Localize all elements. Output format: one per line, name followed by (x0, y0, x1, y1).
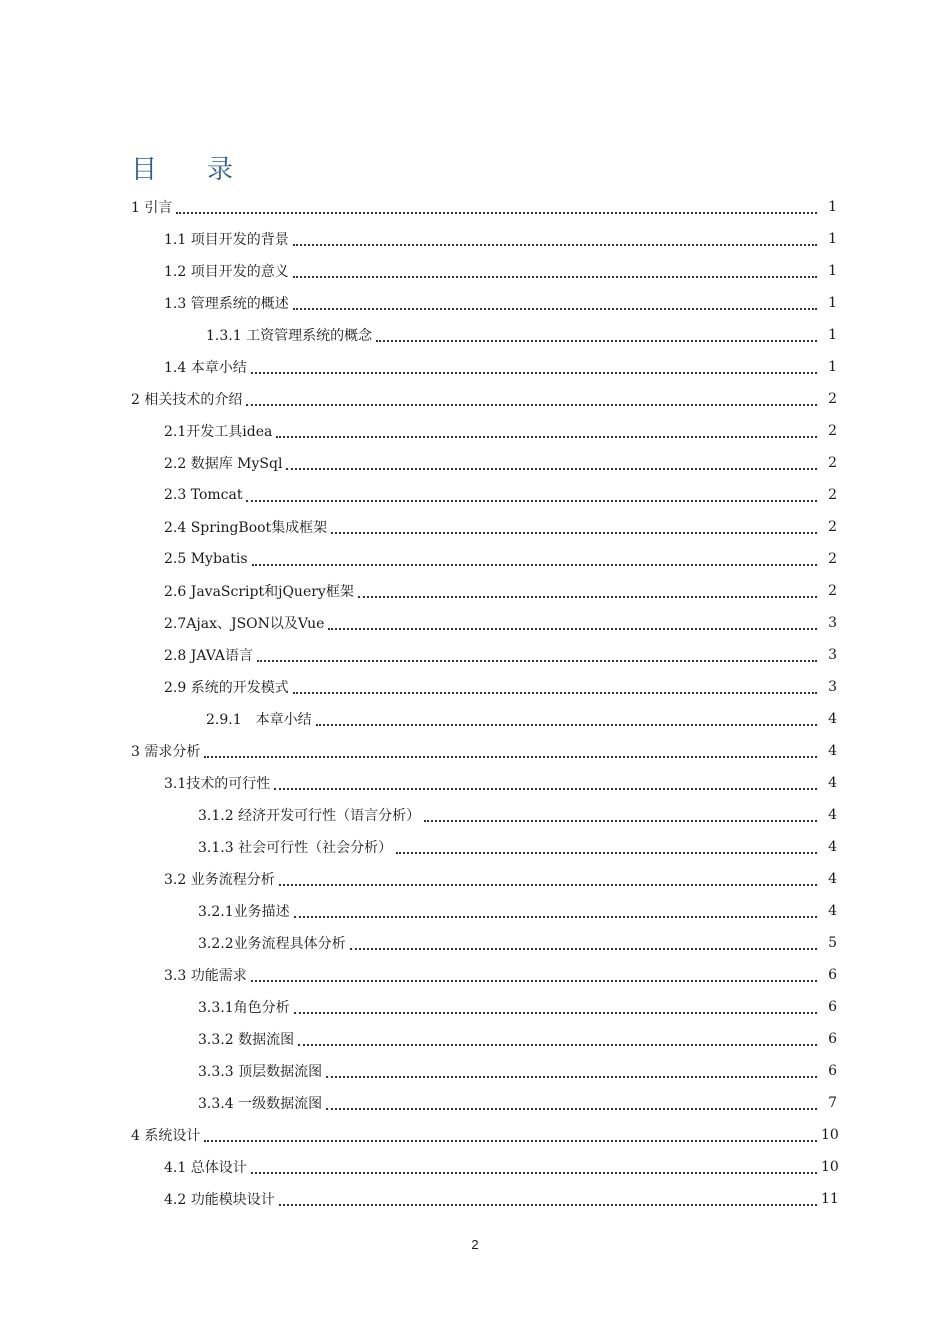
toc-entry-page: 6 (828, 1063, 837, 1079)
toc-entry-3-1[interactable] (0, 767, 950, 799)
toc-entry-page: 2 (828, 391, 837, 407)
toc-entry-1-4[interactable] (0, 351, 950, 383)
toc-entry-2-2[interactable] (0, 447, 950, 479)
dot-leader (376, 326, 817, 342)
toc-entry-label: 1.3 管理系统的概述 (164, 293, 291, 313)
toc-entry-2-9-1[interactable] (0, 703, 950, 735)
dot-leader (350, 934, 817, 950)
dot-leader (204, 742, 817, 758)
toc-entry-label: 3.3.2 数据流图 (198, 1029, 296, 1049)
toc-entry-page: 3 (828, 679, 837, 695)
toc-entry-label: 4 系统设计 (131, 1125, 202, 1145)
toc-entry-page: 2 (828, 423, 837, 439)
toc-entry-label: 3.2.2业务流程具体分析 (198, 933, 348, 953)
toc-entry-page: 4 (828, 711, 837, 727)
toc-entry-3-2[interactable] (0, 863, 950, 895)
toc-entry-page: 10 (821, 1159, 839, 1175)
dot-leader (286, 454, 817, 470)
toc-entry-label: 2.4 SpringBoot集成框架 (164, 517, 329, 537)
dot-leader (176, 198, 817, 214)
toc-entry-page: 1 (828, 359, 837, 375)
toc-entry-3-3-4[interactable] (0, 1087, 950, 1119)
toc-entry-label: 3.1技术的可行性 (164, 773, 272, 793)
dot-leader (316, 710, 817, 726)
toc-entry-page: 2 (828, 455, 837, 471)
toc-entry-label: 3.3.3 顶层数据流图 (198, 1061, 324, 1081)
toc-entry-label: 3 需求分析 (131, 741, 202, 761)
dot-leader (358, 582, 817, 598)
toc-entry-page: 4 (828, 807, 837, 823)
toc-entry-label: 2.6 JavaScript和jQuery框架 (164, 581, 356, 601)
dot-leader (328, 614, 817, 630)
toc-entry-1[interactable] (0, 191, 950, 223)
toc-entry-page: 4 (828, 871, 837, 887)
dot-leader (293, 262, 817, 278)
toc-entry-3-2-2[interactable] (0, 927, 950, 959)
toc-entry-2-4[interactable] (0, 511, 950, 543)
toc-entry-page: 4 (828, 839, 837, 855)
toc-entry-3[interactable] (0, 735, 950, 767)
toc-entry-2-5[interactable] (0, 543, 950, 575)
toc-entry-3-3-2[interactable] (0, 1023, 950, 1055)
dot-leader (246, 390, 817, 406)
toc-entry-label: 2.1开发工具idea (164, 421, 274, 441)
toc-entry-page: 7 (828, 1095, 837, 1111)
toc-entry-1-2[interactable] (0, 255, 950, 287)
dot-leader (251, 966, 817, 982)
toc-entry-page: 11 (821, 1191, 839, 1207)
toc-entry-1-1[interactable] (0, 223, 950, 255)
dot-leader (257, 646, 817, 662)
dot-leader (326, 1062, 817, 1078)
toc-entry-1-3-1[interactable] (0, 319, 950, 351)
dot-leader (276, 422, 817, 438)
toc-entry-label: 1.2 项目开发的意义 (164, 261, 291, 281)
toc-entry-page: 1 (828, 327, 837, 343)
toc-entry-page: 4 (828, 903, 837, 919)
toc-entry-2-3[interactable] (0, 479, 950, 511)
toc-entry-2-8[interactable] (0, 639, 950, 671)
toc-entry-label: 1.1 项目开发的背景 (164, 229, 291, 249)
dot-leader (246, 486, 817, 502)
toc-entry-label: 4.1 总体设计 (164, 1157, 249, 1177)
toc-entry-label: 2.9.1 本章小结 (206, 709, 314, 729)
toc-entry-label: 4.2 功能模块设计 (164, 1189, 277, 1209)
toc-entry-label: 3.1.3 社会可行性（社会分析） (198, 837, 394, 857)
toc-entry-3-3-1[interactable] (0, 991, 950, 1023)
dot-leader (279, 1190, 817, 1206)
page-number: 2 (471, 1237, 479, 1252)
toc-entry-page: 4 (828, 743, 837, 759)
toc-entry-4[interactable] (0, 1119, 950, 1151)
dot-leader (293, 294, 817, 310)
toc-entry-page: 6 (828, 1031, 837, 1047)
toc-entry-label: 2.5 Mybatis (164, 551, 248, 567)
toc-entry-label: 2.3 Tomcat (164, 487, 243, 503)
toc-entry-4-1[interactable] (0, 1151, 950, 1183)
toc-entry-3-1-2[interactable] (0, 799, 950, 831)
dot-leader (396, 838, 817, 854)
toc-entry-page: 3 (828, 615, 837, 631)
dot-leader (279, 870, 817, 886)
toc-entry-page: 1 (828, 231, 837, 247)
toc-entry-page: 4 (828, 775, 837, 791)
toc-entry-page: 1 (828, 295, 837, 311)
toc-entry-4-2[interactable] (0, 1183, 950, 1215)
toc-entry-2-6[interactable] (0, 575, 950, 607)
toc-entry-label: 3.1.2 经济开发可行性（语言分析） (198, 805, 422, 825)
toc-entry-2-1[interactable] (0, 415, 950, 447)
toc-entry-page: 5 (828, 935, 837, 951)
dot-leader (293, 678, 817, 694)
dot-leader (251, 1158, 817, 1174)
toc-entry-page: 2 (828, 551, 837, 567)
dot-leader (251, 358, 817, 374)
toc-entry-label: 3.3 功能需求 (164, 965, 249, 985)
toc-entry-page: 6 (828, 967, 837, 983)
toc-entry-3-1-3[interactable] (0, 831, 950, 863)
toc-entry-page: 6 (828, 999, 837, 1015)
toc-entry-label: 3.2 业务流程分析 (164, 869, 277, 889)
toc-entry-3-3[interactable] (0, 959, 950, 991)
toc-entry-label: 2.9 系统的开发模式 (164, 677, 291, 697)
toc-entry-label: 2.2 数据库 MySql (164, 453, 284, 473)
toc-entry-page: 2 (828, 583, 837, 599)
dot-leader (294, 902, 817, 918)
dot-leader (274, 774, 817, 790)
toc-entry-label: 3.3.1角色分析 (198, 997, 292, 1017)
toc-entry-page: 10 (821, 1127, 839, 1143)
toc-entry-1-3[interactable] (0, 287, 950, 319)
toc-list (0, 191, 950, 1215)
dot-leader (293, 230, 817, 246)
toc-entry-2-9[interactable] (0, 671, 950, 703)
dot-leader (331, 518, 817, 534)
toc-entry-page: 2 (828, 519, 837, 535)
dot-leader (294, 998, 817, 1014)
toc-entry-label: 3.3.4 一级数据流图 (198, 1093, 324, 1113)
toc-entry-3-3-3[interactable] (0, 1055, 950, 1087)
toc-entry-label: 2 相关技术的介绍 (131, 389, 244, 409)
toc-entry-label: 2.7Ajax、JSON以及Vue (164, 613, 326, 633)
toc-entry-label: 2.8 JAVA语言 (164, 645, 255, 665)
toc-entry-2-7[interactable] (0, 607, 950, 639)
toc-entry-label: 1.3.1 工资管理系统的概念 (206, 325, 374, 345)
toc-entry-label: 1.4 本章小结 (164, 357, 249, 377)
toc-title: 目录 (131, 155, 284, 185)
toc-entry-page: 3 (828, 647, 837, 663)
toc-entry-label: 3.2.1业务描述 (198, 901, 292, 921)
dot-leader (204, 1126, 817, 1142)
toc-entry-2[interactable] (0, 383, 950, 415)
toc-entry-page: 1 (828, 263, 837, 279)
dot-leader (252, 550, 817, 566)
toc-entry-page: 1 (828, 199, 837, 215)
dot-leader (326, 1094, 817, 1110)
dot-leader (424, 806, 817, 822)
toc-entry-page: 2 (828, 487, 837, 503)
toc-entry-3-2-1[interactable] (0, 895, 950, 927)
toc-entry-label: 1 引言 (131, 197, 174, 217)
dot-leader (298, 1030, 817, 1046)
